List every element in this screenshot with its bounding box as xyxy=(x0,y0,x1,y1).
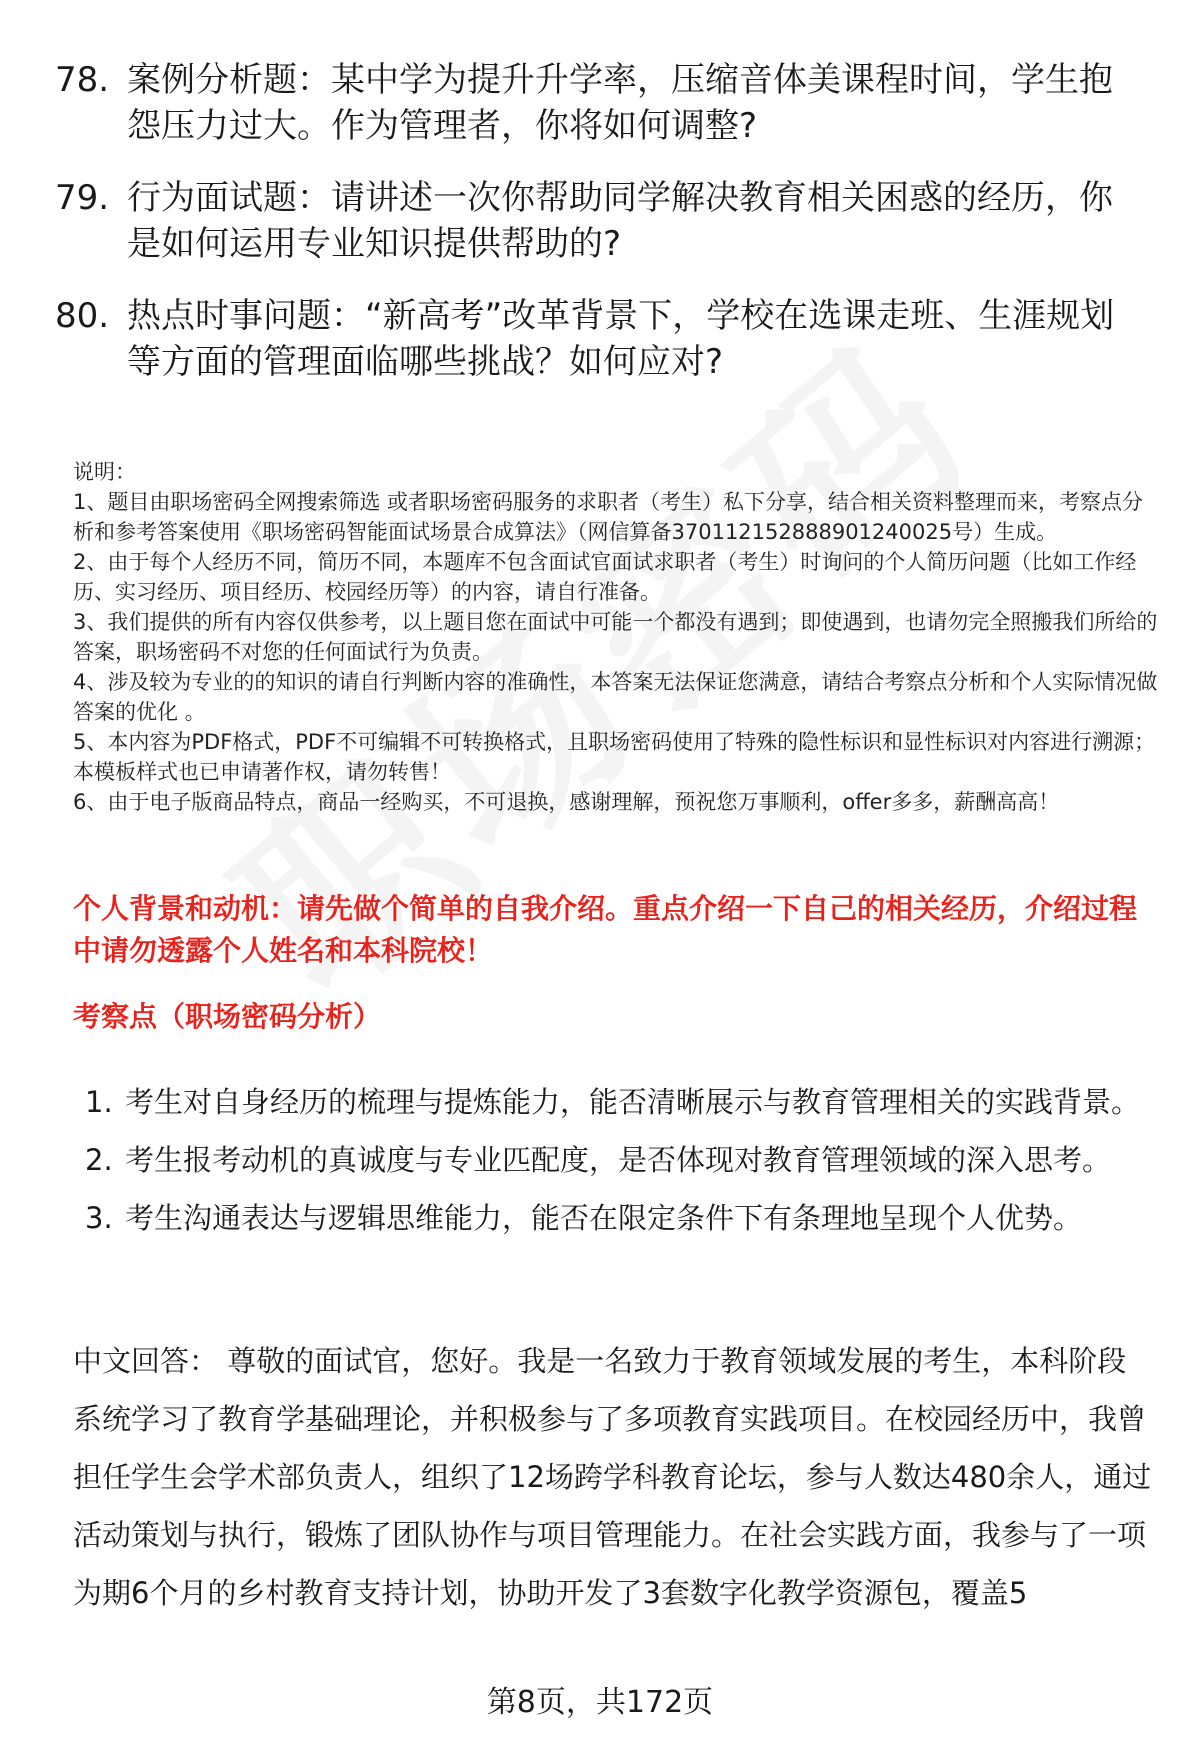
note-item: 1、题目由职场密码全网搜索筛选 或者职场密码服务的求职者（考生）私下分享，结合相关资料整理而来，考察点分析和参考答案使用《职场密码智能面试场景合成算法》（网信算备370112152888901240025号）生成。 xyxy=(73,490,1144,544)
question-number: 78. xyxy=(55,60,110,100)
question-text: 热点时事问题：“新高考”改革背景下，学校在选课走班、生涯规划等方面的管理面临哪些挑战？如何应对? xyxy=(127,296,1115,382)
point-number: 1. xyxy=(85,1085,113,1119)
question-text: 行为面试题：请讲述一次你帮助同学解决教育相关困惑的经历，你是如何运用专业知识提供帮助的? xyxy=(127,178,1113,264)
analysis-point xyxy=(85,1131,1145,1189)
chinese-answer: 中文回答： 尊敬的面试官，您好。我是一名致力于教育领域发展的考生，本科阶段系统学习了教育学基础理论，并积极参与了多项教育实践项目。在校园经历中，我曾担任学生会学术部负责人，组织了12场跨学科教育论坛，参与人数达480余人，通过活动策划与执行，锻炼了团队协作与项目管理能力。在社会实践方面，我参与了一项为期6个月的乡村教育支持计划，协助开发了3套数字化教学资源包，覆盖5 xyxy=(73,1344,1152,1610)
note-item: 3、我们提供的所有内容仅供参考，以上题目您在面试中可能一个都没有遇到；即使遇到，也请勿完全照搬我们所给的答案，职场密码不对您的任何面试行为负责。 xyxy=(73,610,1158,664)
note-item: 5、本内容为PDF格式，PDF不可编辑不可转换格式，且职场密码使用了特殊的隐性标识和显性标识对内容进行溯源；本模板样式也已申请著作权，请勿转售！ xyxy=(73,730,1156,784)
question-78 xyxy=(55,57,1145,149)
section-heading: 个人背景和动机：请先做个简单的自我介绍。重点介绍一下自己的相关经历，介绍过程中请勿透露个人姓名和本科院校！ xyxy=(73,892,1138,967)
question-80 xyxy=(55,293,1145,385)
note-item: 6、由于电子版商品特点，商品一经购买，不可退换，感谢理解，预祝您万事顺利，offer多多，薪酬高高！ xyxy=(73,790,1060,814)
analysis-subheading: 考察点（职场密码分析） xyxy=(73,1000,382,1033)
point-text: 考生沟通表达与逻辑思维能力，能否在限定条件下有条理地呈现个人优势。 xyxy=(125,1201,1083,1235)
point-text: 考生报考动机的真诚度与专业匹配度，是否体现对教育管理领域的深入思考。 xyxy=(125,1143,1112,1177)
analysis-point xyxy=(85,1073,1145,1131)
note-item: 2、由于每个人经历不同，简历不同，本题库不包含面试官面试求职者（考生）时询问的个人简历问题（比如工作经历、实习经历、项目经历、校园经历等）的内容，请自行准备。 xyxy=(73,550,1137,604)
question-number: 80. xyxy=(55,296,110,336)
page-footer: 第8页，共172页 xyxy=(486,1685,714,1720)
analysis-point xyxy=(85,1189,1145,1247)
point-text: 考生对自身经历的梳理与提炼能力，能否清晰展示与教育管理相关的实践背景。 xyxy=(125,1085,1141,1119)
analysis-points xyxy=(85,1073,1145,1247)
notes-section xyxy=(73,457,1161,817)
question-79 xyxy=(55,175,1145,267)
notes-title: 说明： xyxy=(73,460,136,484)
point-number: 2. xyxy=(85,1143,113,1177)
point-number: 3. xyxy=(85,1201,113,1235)
question-number: 79. xyxy=(55,178,110,218)
note-item: 4、涉及较为专业的的知识的请自行判断内容的准确性，本答案无法保证您满意，请结合考察点分析和个人实际情况做答案的优化 。 xyxy=(73,670,1158,724)
question-text: 案例分析题：某中学为提升升学率，压缩音体美课程时间，学生抱怨压力过大。作为管理者，你将如何调整? xyxy=(127,60,1113,146)
